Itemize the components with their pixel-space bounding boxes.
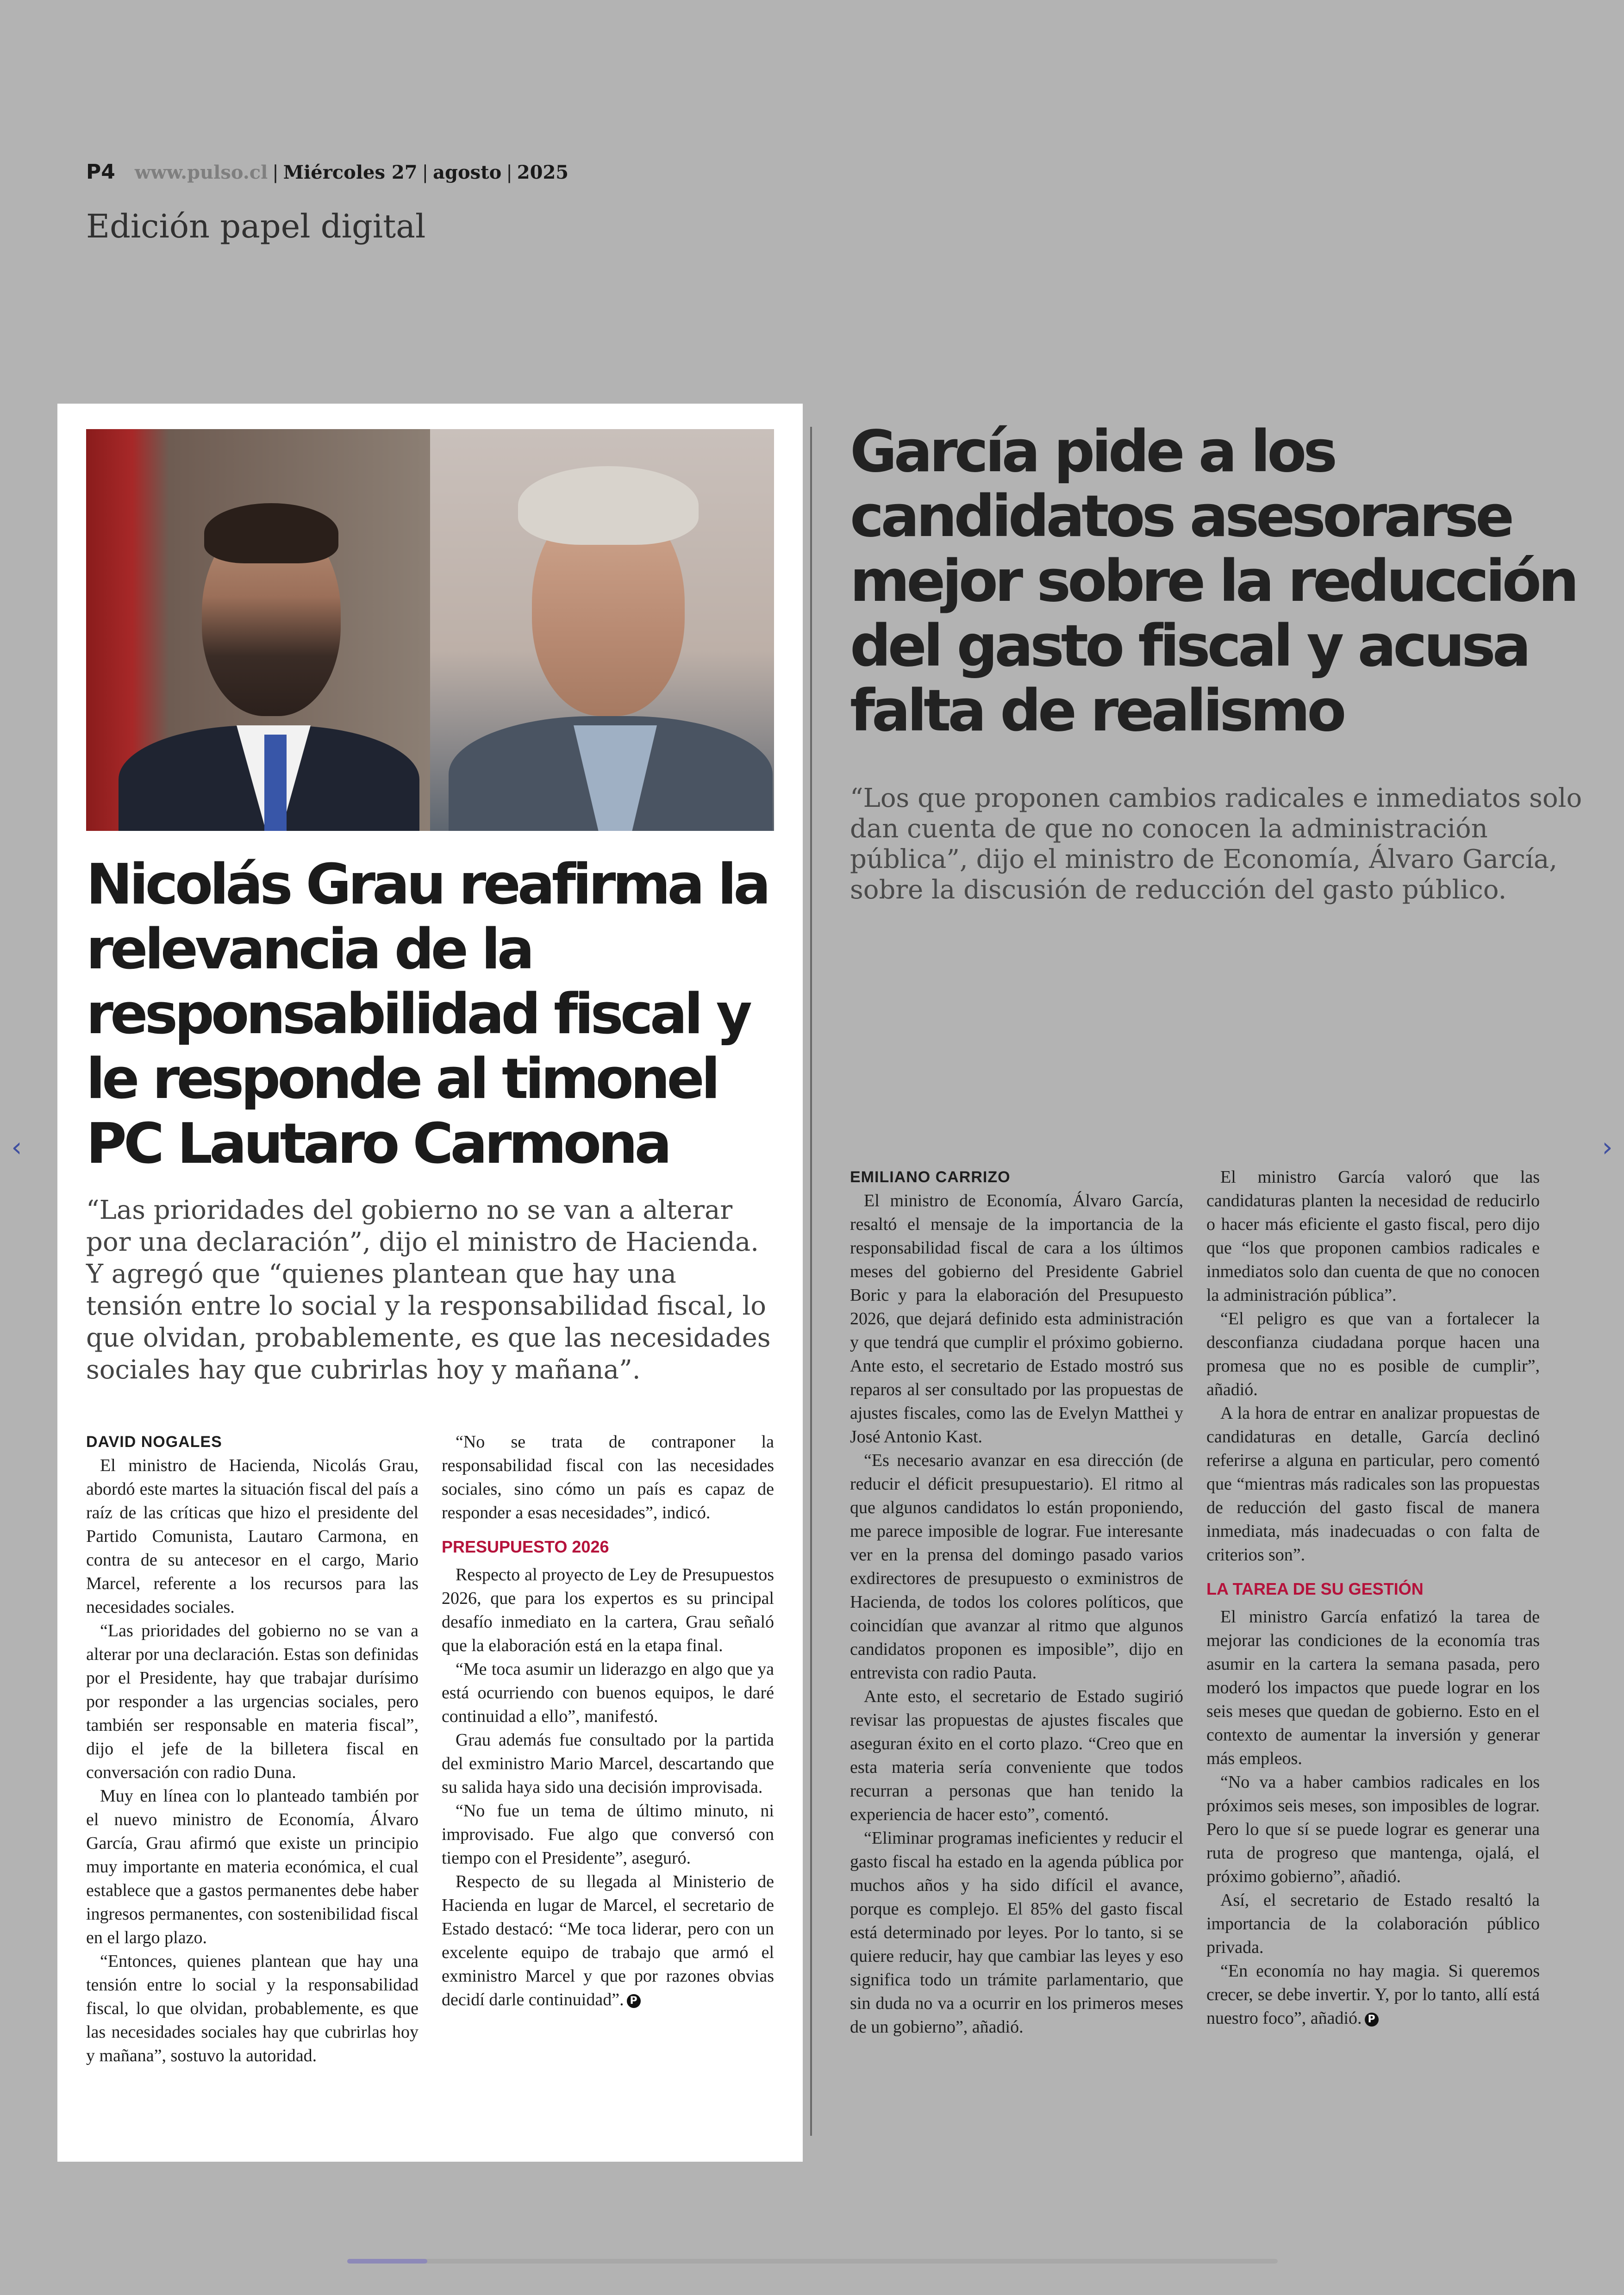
paragraph: El ministro de Economía, Álvaro García, resaltó el mensaje de la importancia de la responsabilidad fiscal de cara a los últimos meses del gobierno del Presidente Gabriel Boric y para la elaboración del Presupuesto 2026, que dejará definido esta administración y que tendrá que cumplir el próximo gobierno. Ante esto, el secretario de Estado mostró sus reparos al ser consultado por las propuestas de ajustes fiscales, como las de Evelyn Matthei y José Antonio Kast.	[850, 1191, 1183, 1447]
reading-progress-bar[interactable]	[347, 2259, 1278, 2264]
paragraph: Respecto de su llegada al Ministerio de Hacienda en lugar de Marcel, el secretario de Estado destacó: “Me toca liderar, pero con un excelente equipo de trabajo que armó el exministro Marcel y que por razones obvias decidí darle continuidad”. P	[442, 1872, 774, 2009]
paragraph: Ante esto, el secretario de Estado sugirió revisar las propuestas de ajustes fiscales que aseguran éxito en el corto plazo. “Creo que en esta materia sería conveniente que todos recurran a personas que han tenido la experiencia de hacer esto”, comentó.	[850, 1687, 1183, 1824]
reading-progress-fill	[347, 2259, 427, 2264]
end-mark-icon: P	[627, 1994, 641, 2008]
page-header: P4 www.pulso.cl | Miércoles 27 | agosto | 2025	[86, 160, 569, 184]
paragraph: “El peligro es que van a fortalecer la desconfianza ciudadana porque hacen una promesa que no es posible de cumplir”, añadió.	[1206, 1309, 1540, 1399]
paragraph: “No fue un tema de último minuto, ni improvisado. Fue algo que conversó con tiempo con el Presidente”, aseguró.	[442, 1801, 774, 1868]
paragraph: “Eliminar programas ineficientes y reducir el gasto fiscal ha estado en la agenda pública por muchos años y ha sido difícil el avance, porque es complejo. El 85% del gasto fiscal está determinado por leyes. Por lo tanto, si se quiere reducir, hay que cambiar las leyes y eso significa todo un trámite parlamentario, que sin duda no va a ocurrir en los primeros meses de un gobierno”, añadió.	[850, 1828, 1183, 2037]
paragraph: “Las prioridades del gobierno no se van a alterar por una declaración. Estas son definidas por el Presidente, hay que trabajar durísimo por responder a las urgencias sociales, pero también ser responsable en materia fiscal”, dijo el jefe de la billetera fiscal en conversación con radio Duna.	[86, 1621, 418, 1782]
date-weekday: Miércoles 27	[283, 162, 418, 183]
site-url[interactable]: www.pulso.cl	[134, 162, 268, 183]
paragraph: “Es necesario avanzar en esa dirección (de reducir el déficit presupuestario). El ritmo al que algunos candidatos lo están proponiendo, me parece imposible de lograr. Fue interesante ver en la prensa del domingo pasado varios exdirectores de presupuesto o exministros de Hacienda, de todos los colores políticos, que coincidían que avanzar al ritmo que algunos candidatos proponen es imposible”, dijo en entrevista con radio Pauta.	[850, 1451, 1183, 1683]
end-mark-icon: P	[1365, 2013, 1379, 2027]
paragraph: Grau además fue consultado por la partida del exministro Mario Marcel, descartando que su salida haya sido una decisión improvisada.	[442, 1730, 774, 1797]
paragraph: “Me toca asumir un liderazgo en algo que ya está ocurriendo con buenos equipos, le daré continuidad a ello”, manifestó.	[442, 1659, 774, 1726]
right-column-1	[850, 1166, 1183, 2039]
paragraph: “No va a haber cambios radicales en los próximos seis meses, son imposibles de lograr. Pero lo que sí se puede lograr es generar una ruta de progreso que mantenga, ojalá, el próximo gobierno”, añadió.	[1206, 1772, 1540, 1886]
right-subhead: LA TAREA DE SU GESTIÓN	[1206, 1579, 1424, 1598]
page-number: P4	[86, 160, 115, 184]
left-dek: “Las prioridades del gobierno no se van a alterar por una declaración”, dijo el ministro de Hacienda. Y agregó que “quienes plantean que hay una tensión entre lo social y la responsabilidad fiscal, lo que olvidan, probablemente, es que las necesidades sociales hay que cubrirlas hoy y mañana”.	[86, 1195, 771, 1385]
paragraph: “Entonces, quienes plantean que hay una tensión entre lo social y la responsabilidad fiscal, lo que olvidan, probablemente, es que las necesidades sociales hay que cubrirlas hoy y mañana”, sostuvo la autoridad.	[86, 1952, 418, 2065]
left-byline: DAVID NOGALES	[86, 1433, 222, 1451]
previous-page-icon[interactable]: ‹	[11, 1131, 22, 1163]
paragraph: Muy en línea con lo planteado también por el nuevo ministro de Economía, Álvaro García, Grau afirmó que existe un principio muy importante en materia económica, el cual establece que a gastos permanentes debe haber ingresos permanentes, con sostenibilidad fiscal en el largo plazo.	[86, 1786, 418, 1947]
left-subhead: PRESUPUESTO 2026	[442, 1537, 609, 1556]
edition-label: Edición papel digital	[86, 207, 426, 245]
left-column-2	[442, 1430, 774, 2012]
paragraph: Así, el secretario de Estado resaltó la importancia de la colaboración público privada.	[1206, 1890, 1540, 1957]
left-column-1	[86, 1430, 418, 2068]
paragraph: “No se trata de contraponer la responsabilidad fiscal con las necesidades sociales, sino cómo un país es capaz de responder a esas necesidades”, indicó.	[442, 1432, 774, 1522]
paragraph: “En economía no hay magia. Si queremos crecer, se debe invertir. Y, por lo tanto, allí está nuestro foco”, añadió. P	[1206, 1961, 1540, 2028]
right-column-2	[1206, 1166, 1540, 2030]
paragraph: A la hora de entrar en analizar propuestas de candidaturas en detalle, García declinó referirse a alguna en particular, pero comentó que “mientras más radicales son las propuestas de reducción del gasto fiscal de manera inmediata, más inadecuadas o con falta de criterios son”.	[1206, 1403, 1540, 1565]
paragraph: El ministro de Hacienda, Nicolás Grau, abordó este martes la situación fiscal del país a raíz de las críticas que hizo el presidente del Partido Comunista, Lautaro Carmona, en contra de su antecesor en el cargo, Mario Marcel, referente a los recursos para las necesidades sociales.	[86, 1456, 418, 1617]
right-headline: García pide a los candidatos asesorarse mejor sobre la reducción del gasto fiscal y acusa falta de realismo	[850, 418, 1576, 744]
paragraph: Respecto al proyecto de Ley de Presupuestos 2026, que para los expertos es su principal desafío inmediato en la cartera, Grau señaló que la elaboración está en la etapa final.	[442, 1565, 774, 1655]
article-photo	[86, 429, 774, 831]
right-byline: EMILIANO CARRIZO	[850, 1168, 1011, 1186]
left-headline: Nicolás Grau reafirma la relevancia de la responsabilidad fiscal y le responde al timonel PC Lautaro Carmona	[86, 853, 768, 1176]
next-page-icon[interactable]: ›	[1602, 1131, 1613, 1163]
date-month: agosto	[433, 162, 502, 183]
photo-carmona	[430, 429, 774, 831]
column-divider	[810, 427, 812, 2136]
paragraph: El ministro García enfatizó la tarea de mejorar las condiciones de la economía tras asumir en la cartera la semana pasada, pero moderó los impactos que puede lograr en los seis meses que quedan de gobierno. Esto en el contexto de aumentar la inversión y generar más empleos.	[1206, 1607, 1540, 1768]
paragraph: El ministro García valoró que las candidaturas planten la necesidad de reducirlo o hacer más eficiente el gasto fiscal, pero dijo que “los que proponen cambios radicales e inmediatos solo dan cuenta de que no conocen la administración pública”.	[1206, 1167, 1540, 1305]
date-year: 2025	[517, 162, 569, 183]
right-dek: “Los que proponen cambios radicales e inmediatos solo dan cuenta de que no conocen la administración pública”, dijo el ministro de Economía, Álvaro García, sobre la discusión de reducción del gasto público.	[850, 783, 1582, 905]
photo-grau	[86, 429, 430, 831]
